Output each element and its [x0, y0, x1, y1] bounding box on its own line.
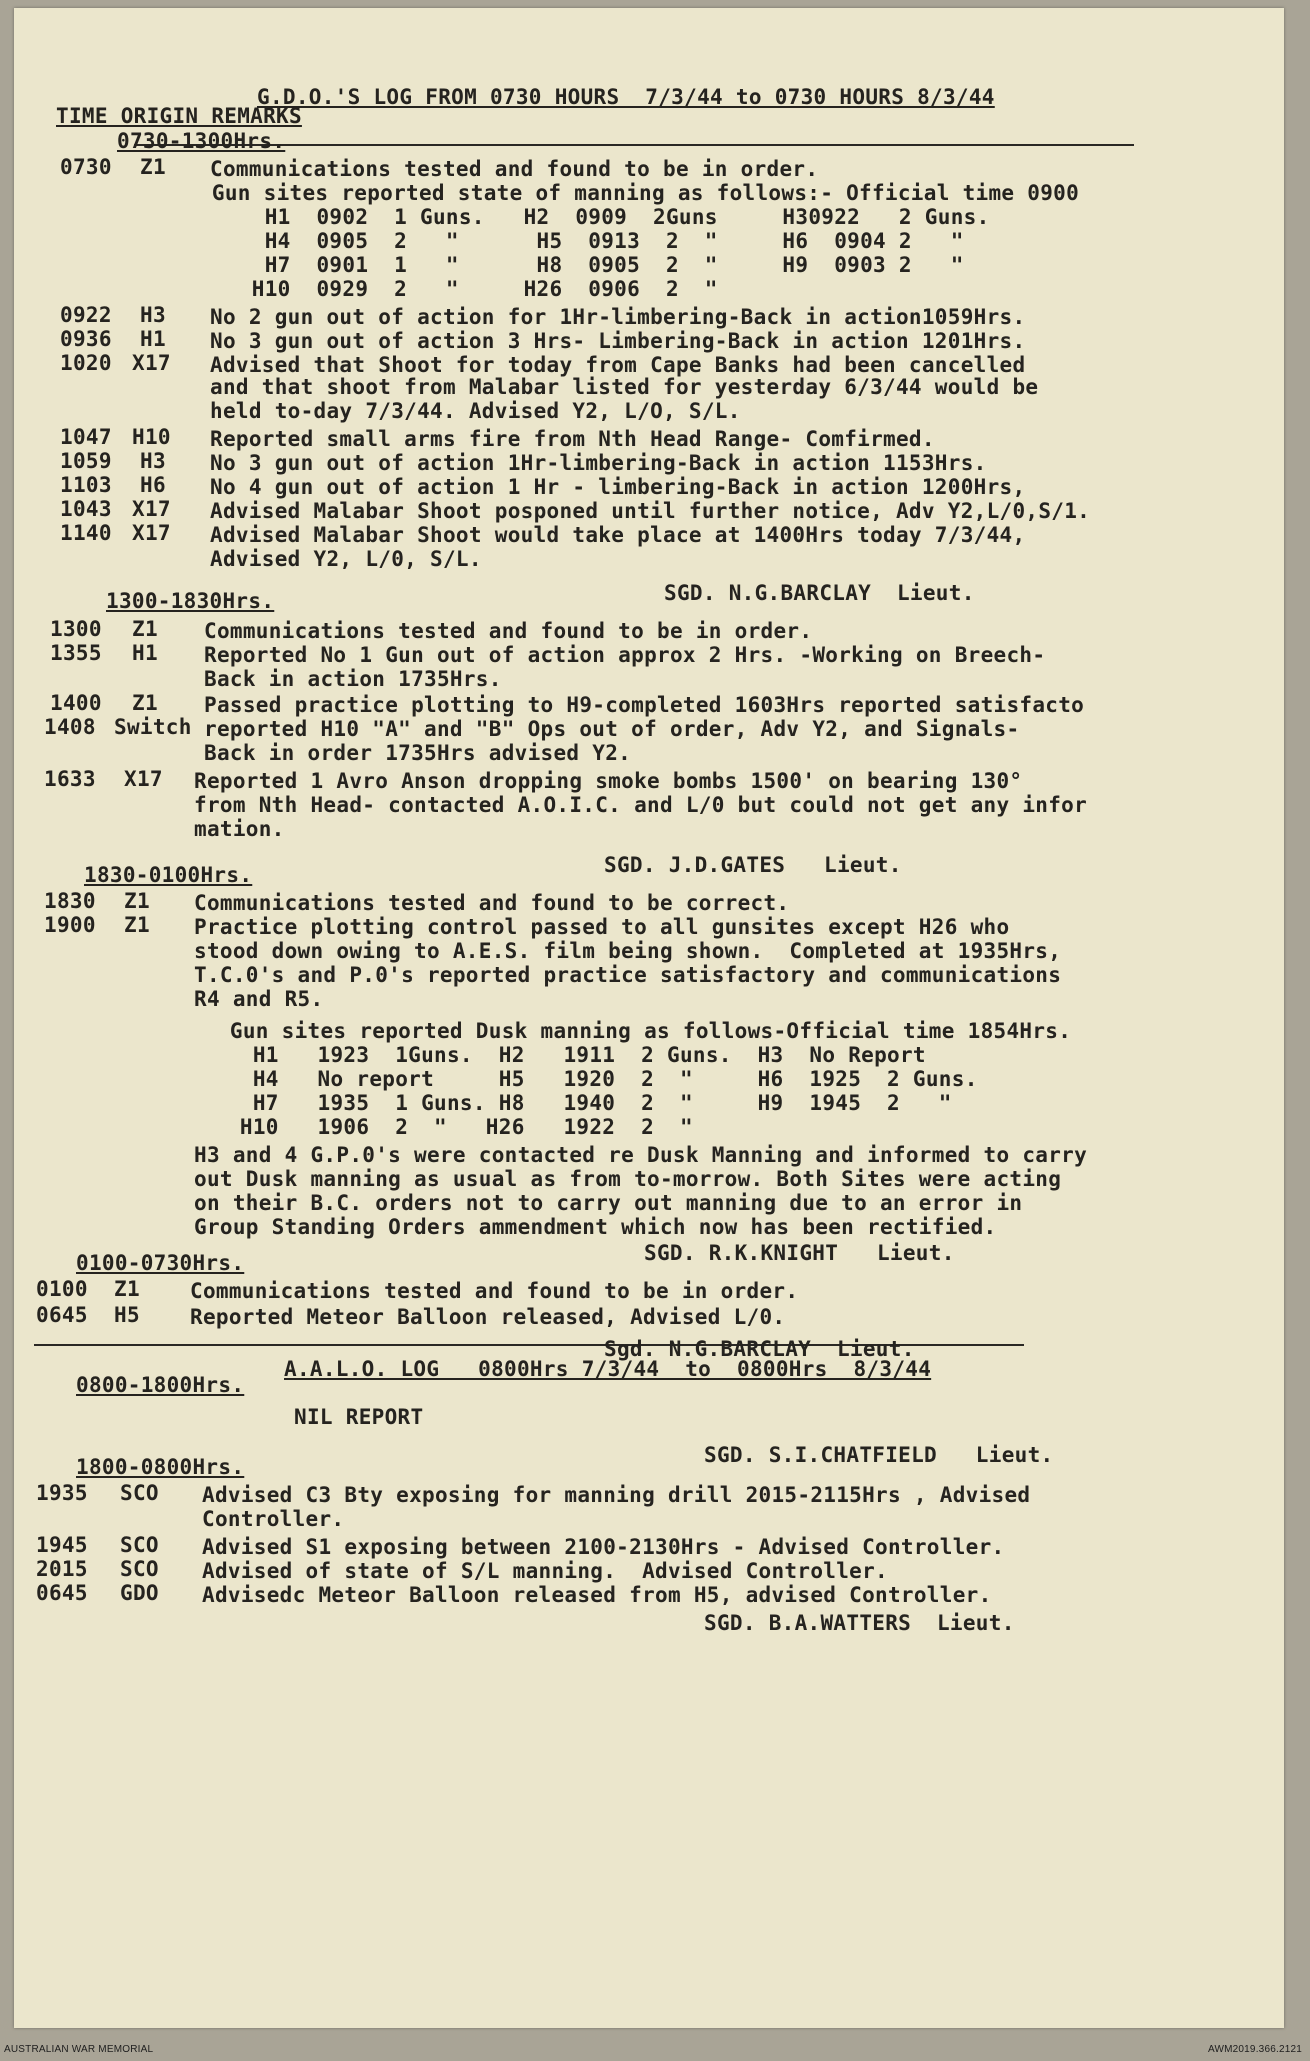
entry-time: 0100: [36, 1277, 88, 1301]
document-page: [14, 8, 1284, 2028]
entry-text: No 2 gun out of action for 1Hr-limbering-Back in action1059Hrs.: [210, 305, 1026, 329]
footer-accession-number: AWM2019.366.2121: [1207, 2044, 1302, 2055]
entry-origin: Switch: [114, 715, 192, 739]
footer-credit: AUSTRALIAN WAR MEMORIAL: [4, 2044, 154, 2055]
signature: SGD. J.D.GATES Lieut.: [604, 853, 902, 877]
entry-text: on their B.C. orders not to carry out manning due to an error in: [194, 1191, 1023, 1215]
entry-text: reported H10 "A" and "B" Ops out of order, Adv Y2, and Signals-: [204, 717, 1020, 741]
entry-text: Communications tested and found to be in order.: [210, 157, 819, 181]
aalo-title: A.A.L.O. LOG 0800Hrs 7/3/44 to 0800Hrs 8/3/44: [284, 1357, 932, 1381]
entry-text: H3 and 4 G.P.0's were contacted re Dusk Manning and informed to carry: [194, 1143, 1088, 1167]
log-title: G.D.O.'S LOG FROM 0730 HOURS 7/3/44 to 0730 HOURS 8/3/44: [257, 85, 995, 109]
entry-time: 1103: [60, 473, 112, 497]
entry-text: Advised Malabar Shoot posponed until further notice, Adv Y2,L/0,S/1.: [210, 499, 1091, 523]
entry-time: 1300: [50, 617, 102, 641]
entry-origin: X17: [132, 521, 171, 545]
entry-time: 1047: [60, 425, 112, 449]
entry-origin: X17: [132, 351, 171, 375]
entry-text: Back in action 1735Hrs.: [204, 667, 502, 691]
entry-origin: H1: [140, 327, 166, 351]
entry-text: No 4 gun out of action 1 Hr - limbering-Back in action 1200Hrs,: [210, 475, 1026, 499]
entry-text: Reported No 1 Gun out of action approx 2 Hrs. -Working on Breech-: [204, 643, 1046, 667]
section-heading: 0730-1300Hrs.: [117, 129, 286, 153]
entry-time: 1043: [60, 497, 112, 521]
entry-time: 0936: [60, 327, 112, 351]
entry-time: 1059: [60, 449, 112, 473]
entry-text: R4 and R5.: [194, 987, 324, 1011]
entry-time: 1900: [44, 913, 96, 937]
signature: SGD. R.K.KNIGHT Lieut.: [644, 1241, 955, 1265]
signature: SGD. S.I.CHATFIELD Lieut.: [704, 1443, 1054, 1467]
entry-text: Advised of state of S/L manning. Advised Controller.: [202, 1559, 888, 1583]
entry-time: 1408: [44, 715, 96, 739]
entry-origin: H3: [140, 303, 166, 327]
entry-time: 1945: [36, 1533, 88, 1557]
entry-text: Practice plotting control passed to all gunsites except H26 who: [194, 915, 1010, 939]
entry-time: 1355: [50, 641, 102, 665]
entry-text: No 3 gun out of action 3 Hrs- Limbering-Back in action 1201Hrs.: [210, 329, 1026, 353]
entry-time: 0645: [36, 1581, 88, 1605]
entry-origin: X17: [132, 497, 171, 521]
entry-text: Communications tested and found to be correct.: [194, 891, 790, 915]
entry-time: 1633: [44, 767, 96, 791]
section-heading: 0800-1800Hrs.: [76, 1373, 245, 1397]
entry-origin: Z1: [132, 691, 158, 715]
entry-text: Reported 1 Avro Anson dropping smoke bombs 1500' on bearing 130°: [194, 769, 1023, 793]
manning-row: H10 1906 2 " H26 1922 2 ": [214, 1115, 693, 1139]
entry-text: Controller.: [202, 1507, 345, 1531]
entry-text: Reported small arms fire from Nth Head Range- Comfirmed.: [210, 427, 935, 451]
entry-time: 0645: [36, 1303, 88, 1327]
entry-text: Gun sites reported Dusk manning as follows-Official time 1854Hrs.: [204, 1019, 1072, 1043]
entry-origin: H5: [114, 1303, 140, 1327]
entry-time: 2015: [36, 1557, 88, 1581]
section-heading: 1800-0800Hrs.: [76, 1455, 245, 1479]
section-heading: 1300-1830Hrs.: [106, 589, 275, 613]
entry-time: 1830: [44, 889, 96, 913]
entry-time: 1020: [60, 351, 112, 375]
entry-time: 0922: [60, 303, 112, 327]
signature: SGD. N.G.BARCLAY Lieut.: [664, 581, 975, 605]
entry-text: and that shoot from Malabar listed for yesterday 6/3/44 would be: [210, 375, 1039, 399]
entry-time: 1935: [36, 1481, 88, 1505]
entry-text: Advised S1 exposing between 2100-2130Hrs - Advised Controller.: [202, 1535, 1005, 1559]
entry-origin: H6: [140, 473, 166, 497]
entry-text: Advisedc Meteor Balloon released from H5, advised Controller.: [202, 1583, 992, 1607]
entry-text: from Nth Head- contacted A.O.I.C. and L/0 but could not get any infor: [194, 793, 1088, 817]
entry-text: Reported Meteor Balloon released, Advised L/0.: [190, 1305, 786, 1329]
entry-text: Group Standing Orders ammendment which now has been rectified.: [194, 1215, 997, 1239]
entry-origin: H3: [140, 449, 166, 473]
entry-origin: GDO: [120, 1581, 159, 1605]
manning-row: H7 1935 1 Guns. H8 1940 2 " H9 1945 2 ": [214, 1091, 952, 1115]
entry-text: No 3 gun out of action 1Hr-limbering-Back in action 1153Hrs.: [210, 451, 987, 475]
entry-time: 1400: [50, 691, 102, 715]
column-headers: TIME ORIGIN REMARKS: [56, 104, 302, 128]
entry-origin: SCO: [120, 1557, 159, 1581]
manning-row: H7 0901 1 " H8 0905 2 " H9 0903 2 ": [200, 253, 964, 277]
entry-origin: SCO: [120, 1533, 159, 1557]
entry-text: out Dusk manning as usual as from to-morrow. Both Sites were acting: [194, 1167, 1062, 1191]
entry-text: Gun sites reported state of manning as follows:- Official time 0900: [186, 181, 1080, 205]
manning-row: H1 0902 1 Guns. H2 0909 2Guns H30922 2 Guns.: [200, 205, 990, 229]
entry-text: Advised C3 Bty exposing for manning drill 2015-2115Hrs , Advised: [202, 1483, 1031, 1507]
entry-text: Advised Y2, L/0, S/L.: [210, 547, 482, 571]
entry-origin: Z1: [114, 1277, 140, 1301]
entry-origin: Z1: [124, 913, 150, 937]
manning-row: H10 0929 2 " H26 0906 2 ": [200, 277, 718, 301]
entry-text: Communications tested and found to be in order.: [204, 619, 813, 643]
section-heading: 0100-0730Hrs.: [76, 1251, 245, 1275]
entry-text: Communications tested and found to be in order.: [190, 1279, 799, 1303]
entry-text: Advised Malabar Shoot would take place at 1400Hrs today 7/3/44,: [210, 523, 1026, 547]
manning-row: H4 0905 2 " H5 0913 2 " H6 0904 2 ": [200, 229, 964, 253]
entry-text: mation.: [194, 817, 285, 841]
manning-row: H1 1923 1Guns. H2 1911 2 Guns. H3 No Report: [214, 1043, 926, 1067]
entry-text: Advised that Shoot for today from Cape Banks had been cancelled: [210, 353, 1026, 377]
signature: SGD. B.A.WATTERS Lieut.: [704, 1611, 1015, 1635]
entry-origin: Z1: [124, 889, 150, 913]
entry-origin: Z1: [140, 155, 166, 179]
section-heading: 1830-0100Hrs.: [84, 863, 253, 887]
nil-report: NIL REPORT: [294, 1405, 424, 1429]
entry-text: Back in order 1735Hrs advised Y2.: [204, 741, 632, 765]
entry-time: 1140: [60, 521, 112, 545]
signature: Sgd. N.G.BARCLAY Lieut.: [604, 1337, 915, 1361]
entry-text: stood down owing to A.E.S. film being shown. Completed at 1935Hrs,: [194, 939, 1062, 963]
entry-text: T.C.0's and P.0's reported practice satisfactory and communications: [194, 963, 1062, 987]
entry-origin: X17: [124, 767, 163, 791]
manning-row: H4 No report H5 1920 2 " H6 1925 2 Guns.: [214, 1067, 978, 1091]
entry-origin: H1: [132, 641, 158, 665]
entry-origin: SCO: [120, 1481, 159, 1505]
entry-text: Passed practice plotting to H9-completed 1603Hrs reported satisfacto: [204, 693, 1085, 717]
entry-origin: H10: [132, 425, 171, 449]
entry-text: held to-day 7/3/44. Advised Y2, L/O, S/L.: [210, 399, 741, 423]
entry-time: 0730: [60, 155, 112, 179]
entry-origin: Z1: [132, 617, 158, 641]
